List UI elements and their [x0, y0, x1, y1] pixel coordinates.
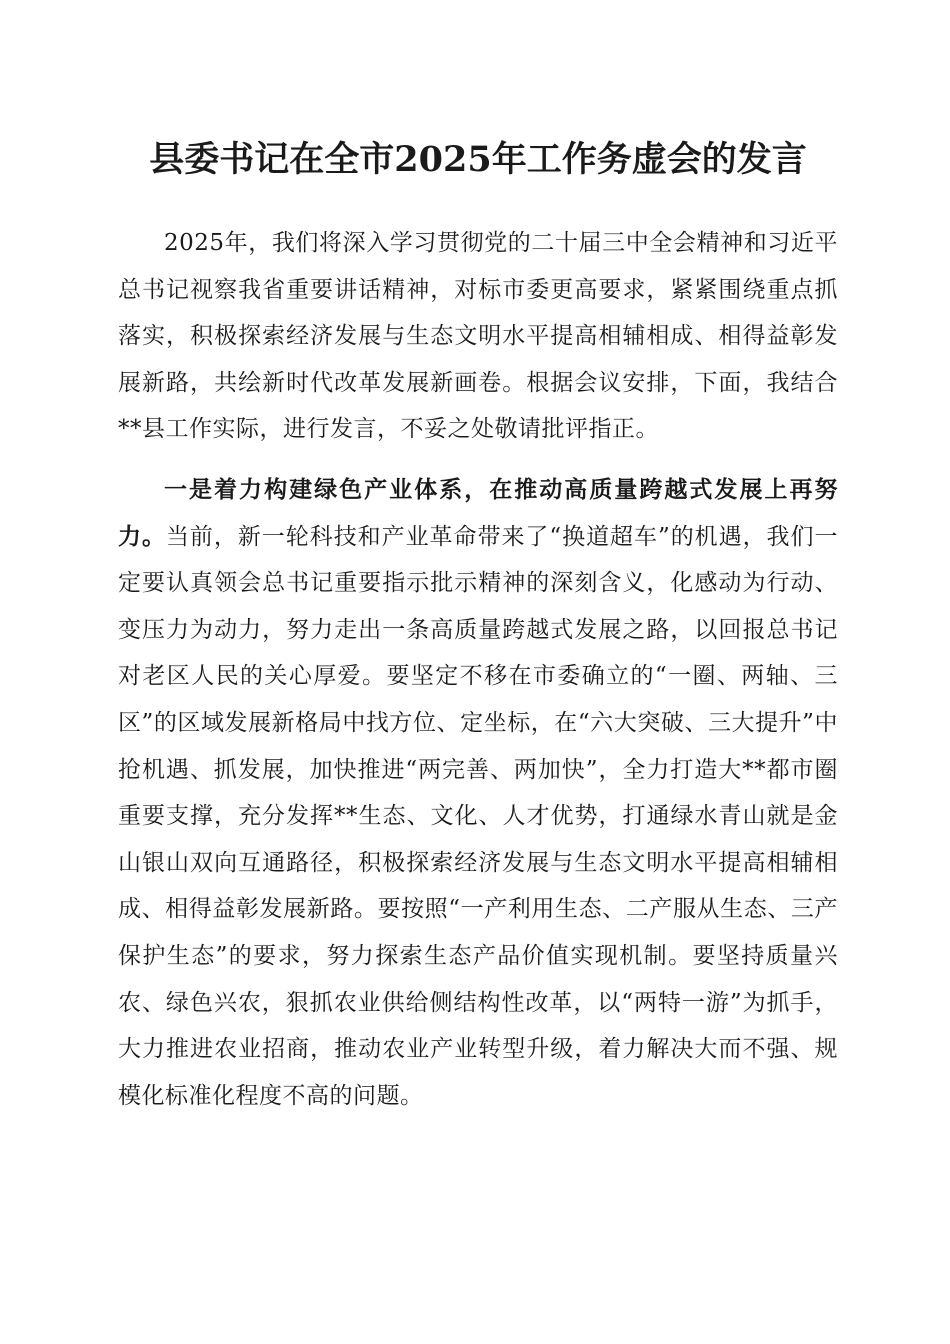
paragraph-point-one-heading: 一是着力构建绿色产业体系，在推动高质量跨越式发展上再努力。 — [118, 475, 838, 550]
paragraph-point-one — [118, 467, 838, 1119]
document-page — [118, 130, 838, 1119]
paragraph-intro — [118, 220, 838, 453]
paragraph-point-one-text: 当前，新一轮科技和产业革命带来了“换道超车”的机遇，我们一定要认真领会总书记重要指示批示精神的深刻含义，化感动为行动、变压力为动力，努力走出一条高质量跨越式发展之路，以回报总书记对老区人民的关心厚爱。要坚定不移在市委确立的“一圈、两轴、三区”的区域发展新格局中找方位、定坐标，在“六大突破、三大提升”中抢机遇、抓发展，加快推进“两完善、两加快”，全力打造大**都市圈重要支撑，充分发挥**生态、文化、人才优势，打通绿水青山就是金山银山双向互通路径，积极探索经济发展与生态文明水平提高相辅相成、相得益彰发展新路。要按照“一产利用生态、二产服从生态、三产保护生态”的要求，努力探索生态产品价值实现机制。要坚持质量兴农、绿色兴农，狠抓农业供给侧结构性改革，以“两特一游”为抓手，大力推进农业招商，推动农业产业转型升级，着力解决大而不强、规模化标准化程度不高的问题。 — [118, 523, 838, 1109]
paragraph-intro-text: 2025年，我们将深入学习贯彻党的二十届三中全会精神和习近平总书记视察我省重要讲话精神，对标市委更高要求，紧紧围绕重点抓落实，积极探索经济发展与生态文明水平提高相辅相成、相得益彰发展新路，共绘新时代改革发展新画卷。根据会议安排，下面，我结合**县工作实际，进行发言，不妥之处敬请批评指正。 — [118, 230, 838, 443]
document-title: 县委书记在全市2025年工作务虚会的发言 — [149, 139, 807, 180]
